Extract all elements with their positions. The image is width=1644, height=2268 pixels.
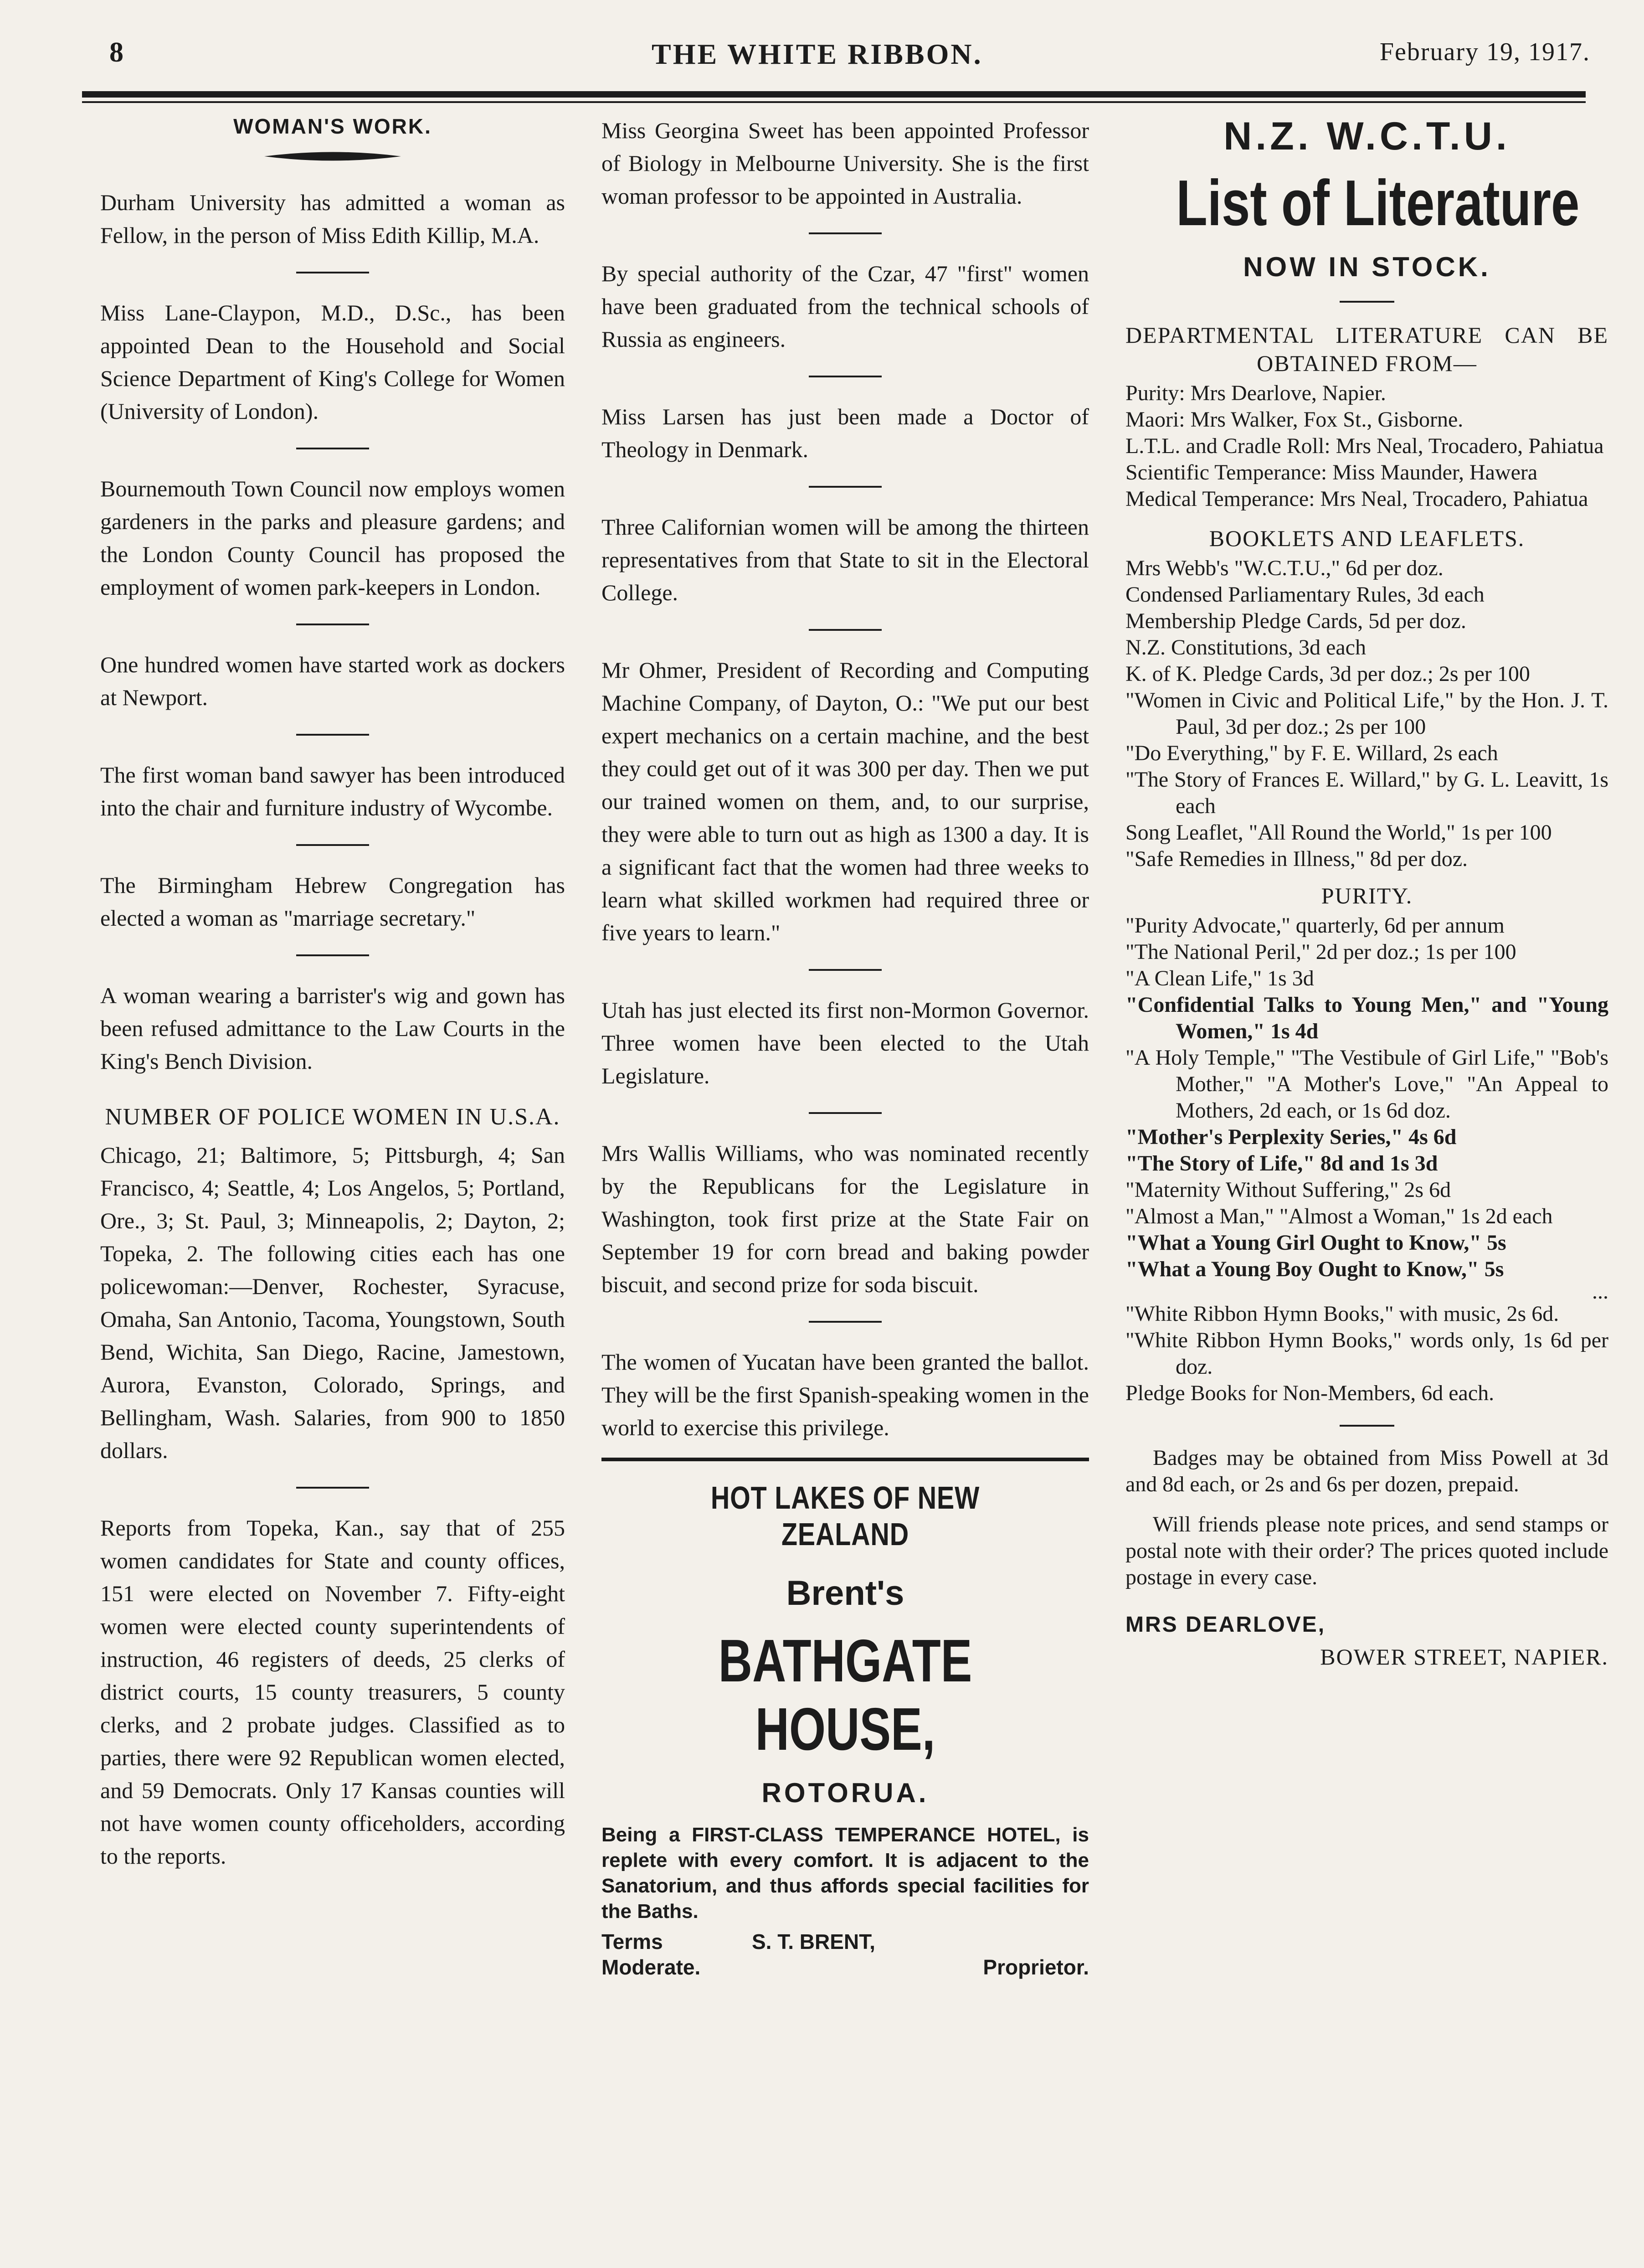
advert-town: ROTORUA.: [761, 1778, 929, 1808]
purity-entry: "A Holy Temple," "The Vestibule of Girl Life," "Bob's Mother," "A Mother's Love," "An Appeal to Mothers, 2d each, or 1s 6d doz.: [1125, 1046, 1608, 1123]
section-heading: WOMAN'S WORK.: [233, 114, 432, 138]
topeka-text: Reports from Topeka, Kan., say that of 255 women candidates for State and county offices, 151 were elected on November 7. Fifty-eight women were elected county superintendents of instruction, 46 registers of deeds, 25 clerks of district courts, 15 county treasurers, 5 county clerks, and 2 probate judges. Classified as to parties, there were 92 Republican women elected, and 59 Democrats. Only 17 Kansas counties will not have women county officeholders, according to the reports.: [100, 1515, 565, 1869]
purity-entry: "Almost a Man," "Almost a Woman," 1s 2d each: [1125, 1204, 1553, 1228]
separator-rule: [809, 486, 882, 488]
news-item: A woman wearing a barrister's wig and gown has been refused admittance to the Law Courts in the King's Bench Division.: [100, 983, 565, 1074]
ornament-rule: [264, 149, 401, 163]
signoff-address: BOWER STREET, NAPIER.: [1320, 1644, 1608, 1670]
purity-entry: "White Ribbon Hymn Books," words only, 1s 6d per doz.: [1125, 1328, 1608, 1379]
departmental-entry: Purity: Mrs Dearlove, Napier.: [1125, 381, 1386, 405]
news-item: Miss Larsen has just been made a Doctor of Theology in Denmark.: [601, 404, 1089, 462]
booklet-entry: Song Leaflet, "All Round the World," 1s per 100: [1125, 820, 1552, 845]
purity-entry: "A Clean Life," 1s 3d: [1125, 966, 1314, 990]
advert-body: Being a FIRST-CLASS TEMPERANCE HOTEL, is replete with every comfort. It is adjacent to the Sanatorium, and thus affords special facilities for the Baths.: [601, 1824, 1089, 1923]
news-item: The Birmingham Hebrew Congregation has elected a woman as "marriage secretary.": [100, 872, 565, 931]
advert-house-name: BATHGATE HOUSE,: [718, 1627, 972, 1763]
departmental-entry: Scientific Temperance: Miss Maunder, Hawera: [1125, 460, 1538, 485]
separator-rule: [809, 1112, 882, 1114]
purity-entry: "Mother's Perplexity Series," 4s 6d: [1125, 1125, 1457, 1149]
publication-title: THE WHITE RIBBON.: [652, 38, 983, 70]
purity-entry: "Purity Advocate," quarterly, 6d per annum: [1125, 913, 1505, 938]
departmental-entry: L.T.L. and Cradle Roll: Mrs Neal, Trocadero, Pahiatua: [1125, 434, 1604, 458]
separator-rule: [1340, 1425, 1394, 1427]
purity-entry: Pledge Books for Non-Members, 6d each.: [1125, 1381, 1495, 1405]
separator-rule: [296, 448, 369, 449]
booklet-entry: "Safe Remedies in Illness," 8d per doz.: [1125, 847, 1468, 871]
advert-proprietor-label: Proprietor.: [983, 1955, 1089, 1979]
news-item: Three Californian women will be among the thirteen representatives from that State to sit in the Electoral College.: [601, 514, 1089, 605]
booklet-entry: K. of K. Pledge Cards, 3d per doz.; 2s per 100: [1125, 662, 1530, 686]
column-literature-list: [1125, 114, 1608, 1673]
news-item: Miss Lane-Claypon, M.D., D.Sc., has been appointed Dean to the Household and Social Science Department of King's College for Women (University of London).: [100, 300, 565, 424]
advert-owner: Brent's: [786, 1574, 904, 1613]
purity-entry: "White Ribbon Hymn Books," with music, 2s 6d.: [1125, 1302, 1559, 1326]
purity-entry: "The National Peril," 2d per doz.; 1s per 100: [1125, 940, 1516, 964]
booklet-entry: N.Z. Constitutions, 3d each: [1125, 635, 1366, 660]
news-item: Durham University has admitted a woman as Fellow, in the person of Miss Edith Killip, M.A.: [100, 190, 565, 248]
separator-rule: [296, 954, 369, 956]
column-womans-work: [100, 114, 565, 1872]
booklet-entry: "Do Everything," by F. E. Willard, 2s each: [1125, 741, 1498, 765]
separator-rule: [296, 734, 369, 736]
signoff-name: MRS DEARLOVE,: [1125, 1613, 1326, 1637]
page-header: [73, 32, 1590, 87]
separator-rule: [296, 844, 369, 846]
news-item: Mrs Wallis Williams, who was nominated recently by the Republicans for the Legislature in Washington, took first prize at the State Fair on September 19 for corn bread and baking powder biscuit, and second prize for soda biscuit.: [601, 1140, 1089, 1297]
departmental-entry: Maori: Mrs Walker, Fox St., Gisborne.: [1125, 407, 1464, 432]
news-item: Utah has just elected its first non-Mormon Governor. Three women have been elected to the Utah Legislature.: [601, 997, 1089, 1088]
police-heading: NUMBER OF POLICE WOMEN IN U.S.A.: [105, 1104, 560, 1130]
news-item: Mr Ohmer, President of Recording and Computing Machine Company, of Dayton, O.: "We put our best expert mechanics on a certain machine, and the best they could get out of it was 300 per day. Then we put our trained women on them, and, to our surprise, they were able to turn out as high as 1300 a day. It is a significant fact that the women had three weeks to learn what skilled workmen had required three or five years to learn.": [601, 657, 1089, 945]
departmental-heading: DEPARTMENTAL LITERATURE CAN BE OBTAINED FROM—: [1125, 322, 1608, 376]
news-item: The women of Yucatan have been granted the ballot. They will be the first Spanish-speaking women in the world to exercise this privilege.: [601, 1349, 1089, 1440]
friends-notice: Will friends please note prices, and send stamps or postal note with their order? The prices quoted include postage in every case.: [1125, 1512, 1608, 1589]
news-item: Miss Georgina Sweet has been appointed Professor of Biology in Melbourne University. She is the first woman professor to be appointed in Australia.: [601, 118, 1089, 209]
separator-rule: [809, 376, 882, 377]
booklet-entry: Mrs Webb's "W.C.T.U.," 6d per doz.: [1125, 556, 1444, 580]
page-number: 8: [109, 37, 123, 68]
column-news: [601, 114, 1089, 1980]
advert-terms: Terms Moderate.: [601, 1930, 701, 1979]
booklet-entry: "The Story of Frances E. Willard," by G. L. Leavitt, 1s each: [1125, 768, 1608, 818]
list-title: List of Literature: [1176, 167, 1580, 239]
purity-entry: "Maternity Without Suffering," 2s 6d: [1125, 1178, 1451, 1202]
header-rule-thin: [82, 101, 1586, 103]
ellipsis: ...: [1592, 1279, 1608, 1304]
departmental-entry: Medical Temperance: Mrs Neal, Trocadero, Pahiatua: [1125, 487, 1588, 511]
purity-entry: "What a Young Boy Ought to Know," 5s: [1125, 1257, 1504, 1281]
booklet-entry: Membership Pledge Cards, 5d per doz.: [1125, 609, 1466, 633]
list-subtitle: NOW IN STOCK.: [1243, 252, 1491, 282]
news-item: By special authority of the Czar, 47 "first" women have been graduated from the technical schools of Russia as engineers.: [601, 261, 1089, 352]
badges-notice: Badges may be obtained from Miss Powell at 3d and 8d each, or 2s and 6s per dozen, prepaid.: [1125, 1446, 1608, 1496]
separator-rule: [1340, 301, 1394, 303]
org-name: N.Z. W.C.T.U.: [1223, 114, 1510, 158]
news-item: The first woman band sawyer has been introduced into the chair and furniture industry of Wycombe.: [100, 762, 565, 820]
purity-entry: "Confidential Talks to Young Men," and "Young Women," 1s 4d: [1125, 993, 1608, 1043]
news-item: Bournemouth Town Council now employs women gardeners in the parks and pleasure gardens; and the London County Council has proposed the employment of women park-keepers in London.: [100, 476, 565, 600]
header-rule-thick: [82, 91, 1586, 98]
police-text: Chicago, 21; Baltimore, 5; Pittsburgh, 4; San Francisco, 4; Seattle, 4; Los Angelos, 5; Portland, Ore., 3; St. Paul, 3; Minneapolis, 2; Dayton, 2; Topeka, 2. The following cities each has one policewoman:—Denver, Rochester, Syracuse, Omaha, San Antonio, Tacoma, Youngstown, South Bend, Wichita, San Diego, Racine, Jamestown, Aurora, Evanston, Colorado, Springs, and Bellingham, Wash. Salaries, from 900 to 1850 dollars.: [100, 1142, 565, 1463]
booklets-heading: BOOKLETS AND LEAFLETS.: [1209, 526, 1525, 551]
booklet-entry: "Women in Civic and Political Life," by the Hon. J. T. Paul, 3d per doz.; 2s per 100: [1125, 688, 1608, 739]
advert-footer: [601, 1929, 1089, 1980]
advert-headline: HOT LAKES OF NEW ZEALAND: [710, 1480, 980, 1552]
booklet-entry: Condensed Parliamentary Rules, 3d each: [1125, 582, 1485, 607]
news-item: One hundred women have started work as dockers at Newport.: [100, 652, 565, 710]
separator-rule: [296, 1487, 369, 1489]
separator-rule: [809, 232, 882, 234]
purity-entry: "What a Young Girl Ought to Know," 5s: [1125, 1231, 1506, 1255]
hotel-advertisement: [601, 1458, 1089, 1980]
separator-rule: [296, 624, 369, 625]
separator-rule: [809, 1321, 882, 1323]
purity-entry: "The Story of Life," 8d and 1s 3d: [1125, 1151, 1438, 1175]
separator-rule: [296, 272, 369, 273]
separator-rule: [809, 969, 882, 971]
advert-proprietor-name: S. T. BRENT,: [752, 1930, 875, 1954]
separator-rule: [809, 629, 882, 631]
purity-heading: PURITY.: [1321, 883, 1413, 908]
issue-date: February 19, 1917.: [1379, 38, 1590, 66]
